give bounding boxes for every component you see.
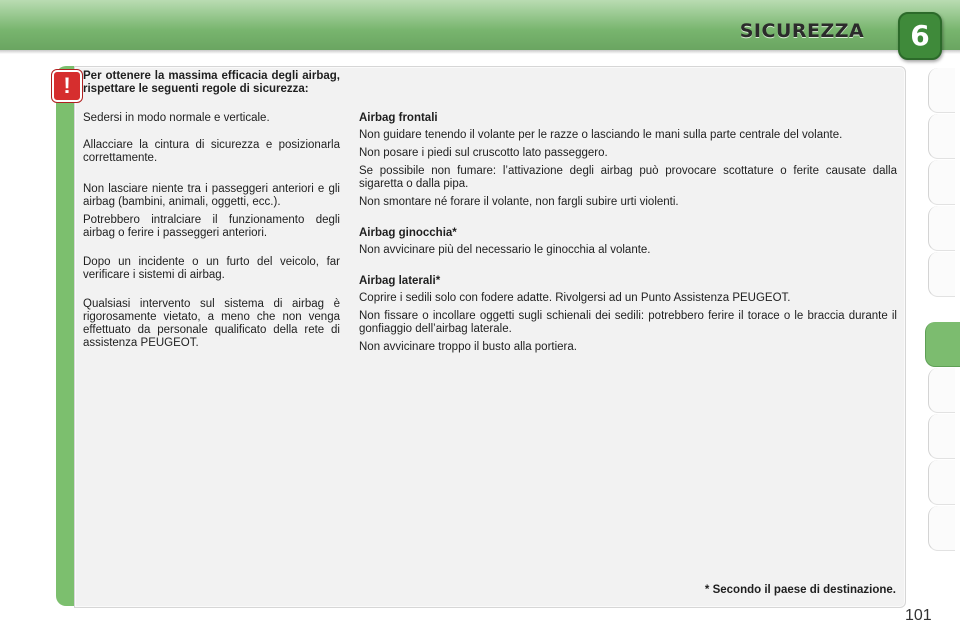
chapter-tabs <box>928 68 960 578</box>
section-paragraph: Non fissare o incollare oggetti sugli schienali dei sedili: potrebbero ferire il torace o le braccia durante il gonfiaggio dell’airbag laterale. <box>359 310 897 335</box>
section-paragraph: Non posare i piedi sul cruscotto lato passeggero. <box>359 147 608 159</box>
chapter-tab-3[interactable] <box>928 160 955 205</box>
right-column <box>359 112 897 354</box>
section-paragraph: Se possibile non fumare: l’attivazione degli airbag può provocare scottature o ferite causate dalla sigaretta o dalla pipa. <box>359 165 897 190</box>
chapter-tab-1[interactable] <box>928 68 955 113</box>
intro-text: Per ottenere la massima efficacia degli airbag, rispettare le seguenti regole di sicurezza: <box>83 70 340 95</box>
chapter-title: SICUREZZA <box>739 20 865 42</box>
left-paragraph: Sedersi in modo normale e verticale. <box>83 112 270 124</box>
footnote: * Secondo il paese di destinazione. <box>704 584 896 596</box>
chapter-tab-4[interactable] <box>928 206 955 251</box>
section-heading: Airbag frontali <box>359 112 438 124</box>
exclamation-warning-icon: ! <box>52 70 82 102</box>
left-paragraph: Qualsiasi intervento sul sistema di airbag è rigorosamente vietato, a meno che non venga effettuato da personale qualificato della rete di assistenza PEUGEOT. <box>83 298 340 349</box>
left-paragraph: Allacciare la cintura di sicurezza e posizionarla correttamente. <box>83 139 340 164</box>
green-rail <box>56 66 74 606</box>
section-paragraph: Non avvicinare più del necessario le ginocchia al volante. <box>359 244 651 256</box>
header-shadow <box>0 50 960 54</box>
chapter-tab-8[interactable] <box>928 414 955 459</box>
chapter-tab-9[interactable] <box>928 460 955 505</box>
left-paragraph: Dopo un incidente o un furto del veicolo, far verificare i sistemi di airbag. <box>83 256 340 281</box>
chapter-tab-10[interactable] <box>928 506 955 551</box>
chapter-tab-5[interactable] <box>928 252 955 297</box>
section-paragraph: Non smontare né forare il volante, non fargli subire urti violenti. <box>359 196 679 208</box>
section-heading: Airbag ginocchia* <box>359 227 457 239</box>
section-paragraph: Non guidare tenendo il volante per le razze o lasciando le mani sulla parte centrale del volante. <box>359 129 843 141</box>
chapter-number-badge: 6 <box>898 12 942 60</box>
left-paragraph: Potrebbero intralciare il funzionamento degli airbag o ferire i passeggeri anteriori. <box>83 214 340 239</box>
chapter-tab-2[interactable] <box>928 114 955 159</box>
page-number: 101 <box>905 607 932 624</box>
section-paragraph: Non avvicinare troppo il busto alla portiera. <box>359 341 577 353</box>
left-paragraph: Non lasciare niente tra i passeggeri anteriori e gli airbag (bambini, animali, oggetti, ecc.). <box>83 183 340 208</box>
section-heading: Airbag laterali* <box>359 275 441 287</box>
left-column <box>83 112 340 350</box>
chapter-tab-6-active[interactable] <box>925 322 960 367</box>
section-paragraph: Coprire i sedili solo con fodere adatte. Rivolgersi ad un Punto Assistenza PEUGEOT. <box>359 292 791 304</box>
chapter-tab-7[interactable] <box>928 368 955 413</box>
